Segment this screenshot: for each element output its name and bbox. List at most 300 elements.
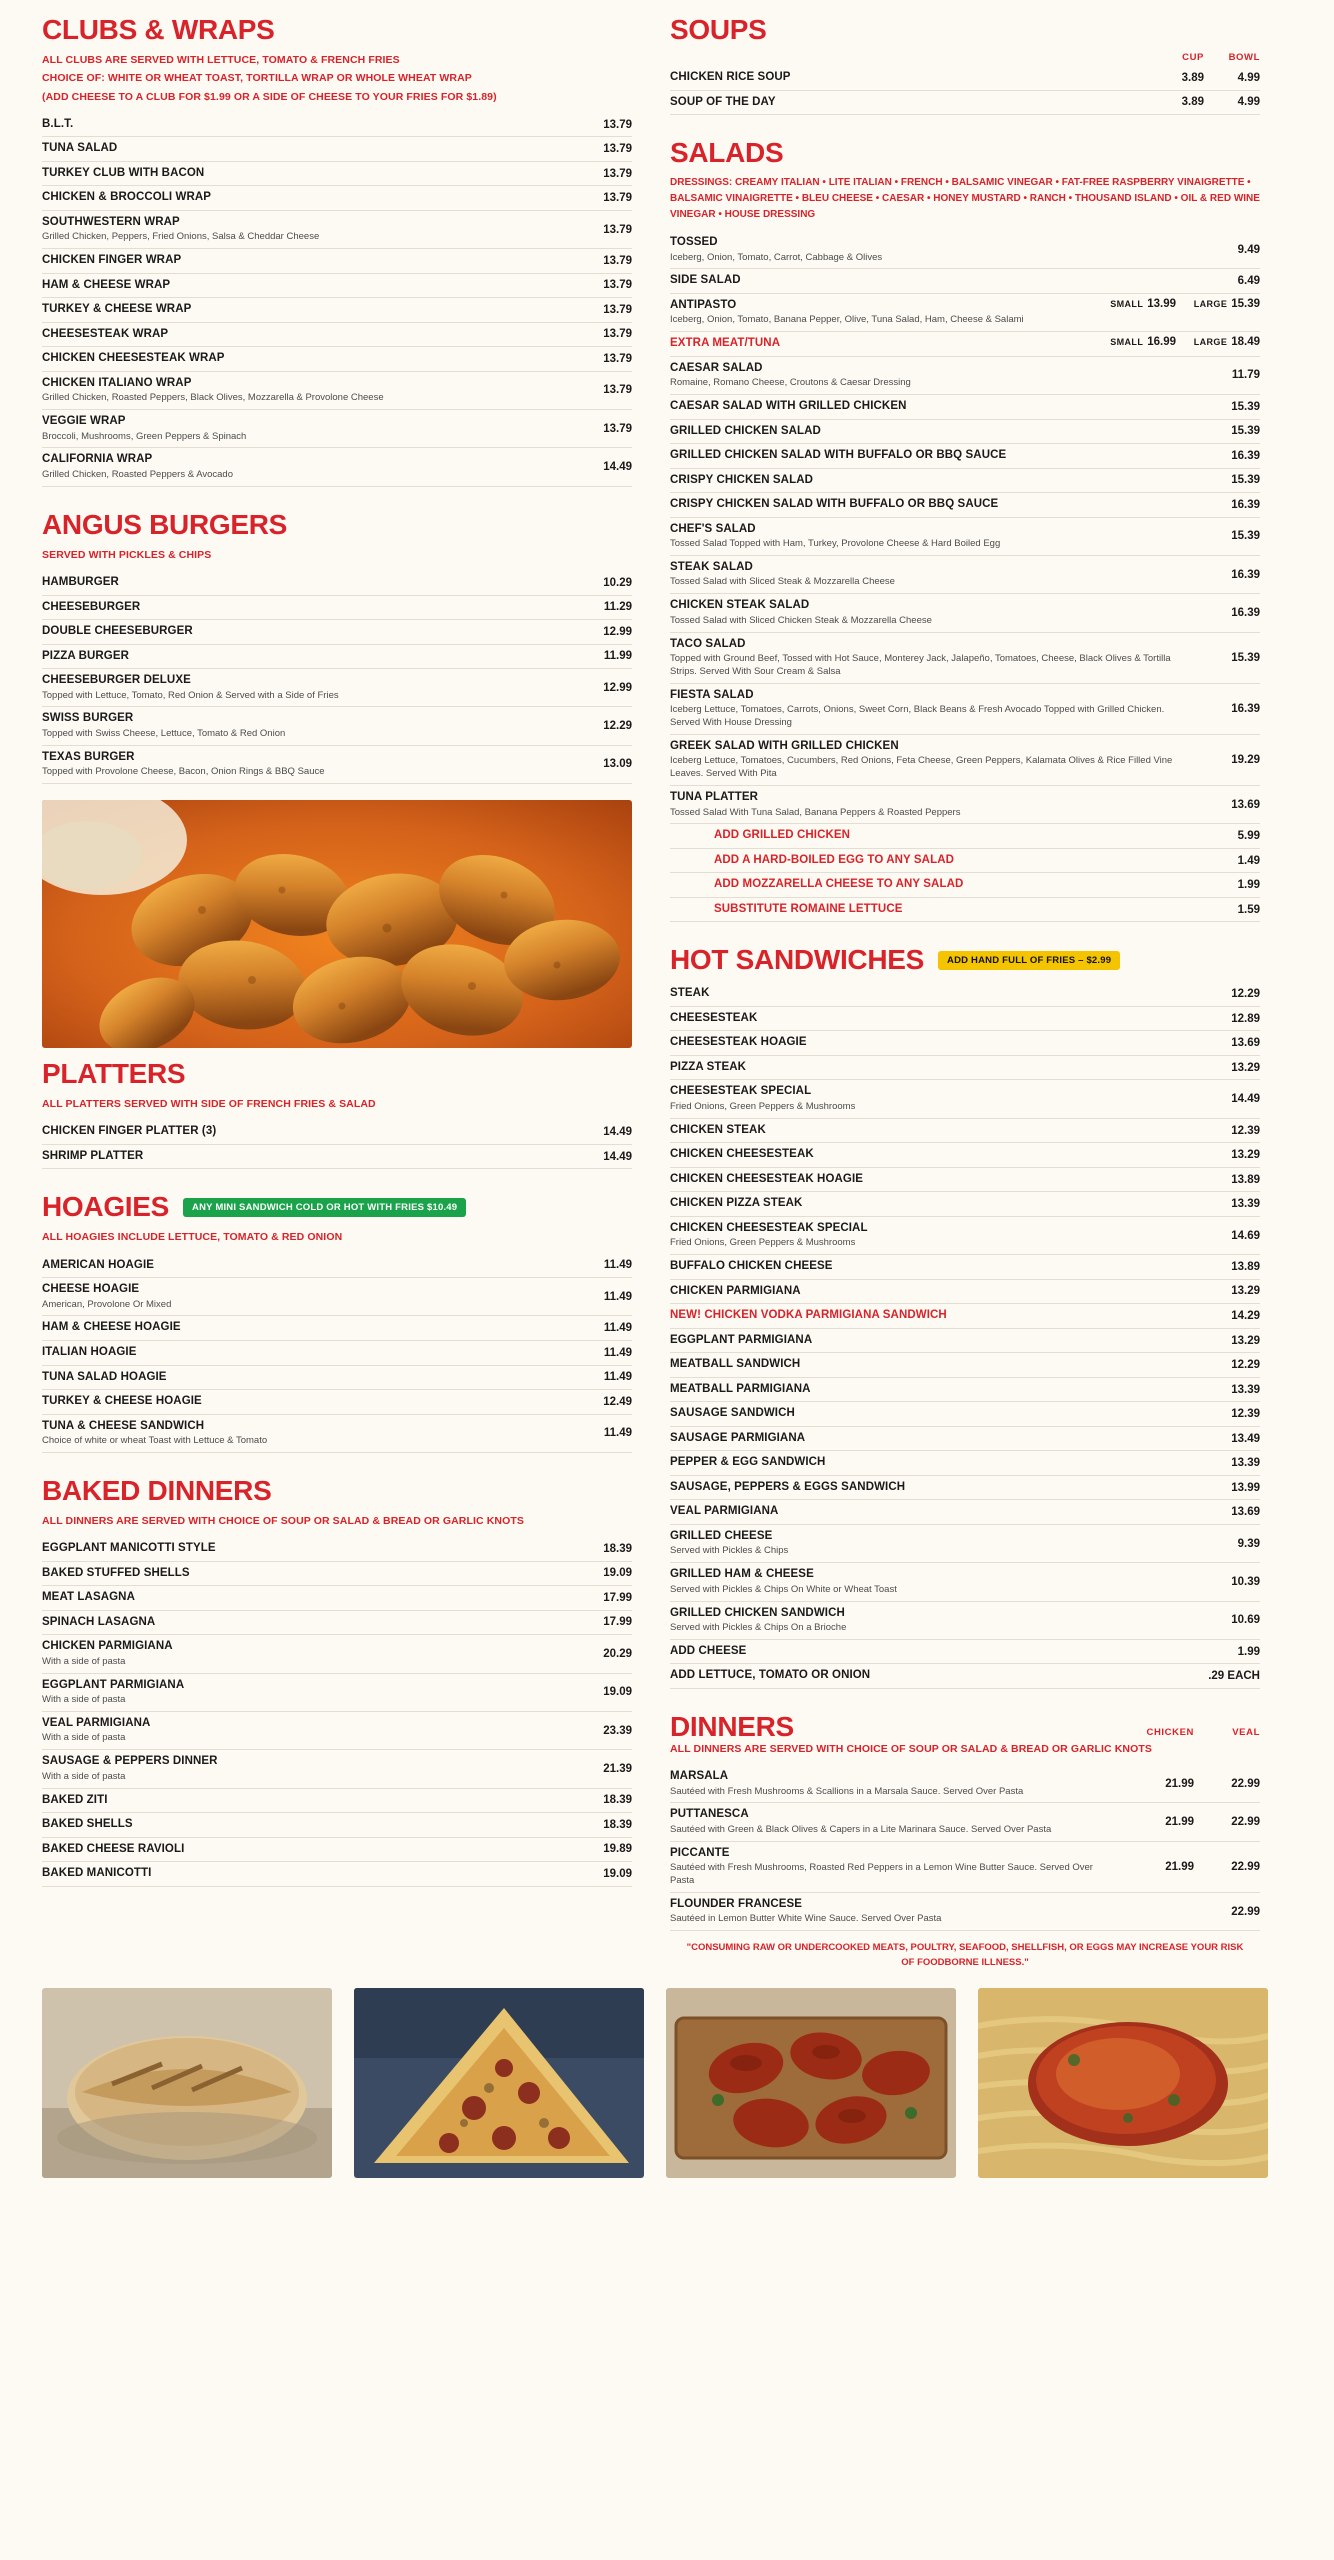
section-title-platters: PLATTERS (42, 1058, 186, 1090)
clubs-note-3: (ADD CHEESE TO A CLUB FOR $1.99 OR A SIDE OF CHEESE TO YOUR FRIES FOR $1.89) (42, 90, 497, 103)
list-item[interactable] (670, 735, 1260, 786)
item-name: ADD CHEESE (670, 1644, 747, 1657)
list-item[interactable] (670, 66, 1260, 91)
item-description: Topped with Lettuce, Tomato, Red Onion & Served with a Side of Fries (42, 689, 339, 701)
item-name: GRILLED CHICKEN SANDWICH (670, 1606, 845, 1619)
list-item[interactable] (42, 323, 632, 348)
list-item[interactable] (670, 1664, 1260, 1689)
soups-item-list (670, 66, 1260, 115)
item-description: Iceberg Lettuce, Tomatoes, Cucumbers, Red Onions, Feta Cheese, Green Peppers, Kalamata Olives & Rice Filled Vine Leaves. Served With Pita (670, 755, 1173, 780)
item-price-chicken: 21.99 (1165, 1860, 1194, 1873)
item-price-veal: 22.99 (1231, 1860, 1260, 1873)
list-item[interactable] (42, 596, 632, 621)
item-price: 19.09 (603, 1686, 632, 1699)
item-name: CHEESESTEAK SPECIAL (670, 1085, 812, 1098)
item-name: CRISPY CHICKEN SALAD (670, 473, 813, 486)
item-price: .29 EACH (1208, 1670, 1260, 1683)
item-name: CHICKEN & BROCCOLI WRAP (42, 191, 212, 204)
item-name: CALIFORNIA WRAP (42, 453, 153, 466)
pizza-slice-photo (354, 1988, 644, 2178)
item-name: TURKEY & CHEESE HOAGIE (42, 1395, 202, 1408)
item-price: 11.49 (603, 1427, 632, 1440)
list-item[interactable] (42, 162, 632, 187)
list-item[interactable] (42, 1537, 632, 1562)
list-item[interactable] (670, 594, 1260, 632)
item-price: 12.29 (1231, 1359, 1260, 1372)
item-price: 13.89 (1231, 1260, 1260, 1273)
item-description: Tossed Salad With Tuna Salad, Banana Peppers & Roasted Peppers (670, 806, 961, 818)
item-price: 11.49 (603, 1259, 632, 1272)
item-price: 17.99 (603, 1616, 632, 1629)
soups-col-cup: CUP (1182, 52, 1204, 63)
list-item[interactable] (670, 420, 1260, 445)
item-price: 23.39 (603, 1724, 632, 1737)
item-price: 13.29 (1231, 1334, 1260, 1347)
item-price: 18.39 (603, 1794, 632, 1807)
item-name: CHICKEN FINGER PLATTER (3) (42, 1125, 217, 1138)
list-item[interactable] (42, 1712, 632, 1750)
item-description: Topped with Provolone Cheese, Bacon, Onion Rings & BBQ Sauce (42, 766, 325, 778)
list-item[interactable] (670, 1842, 1260, 1893)
dinners-note: ALL DINNERS ARE SERVED WITH CHOICE OF SOUP OR SALAD & BREAD OR GARLIC KNOTS (670, 1742, 1152, 1755)
list-item[interactable] (42, 1635, 632, 1673)
item-price: 21.39 (603, 1762, 632, 1775)
item-name: CHICKEN CHEESESTEAK (670, 1148, 814, 1161)
item-price: 13.79 (603, 422, 632, 435)
list-item[interactable] (670, 231, 1260, 269)
item-description: Grilled Chicken, Roasted Peppers, Black Olives, Mozzarella & Provolone Cheese (42, 392, 384, 404)
dinners-col-veal: VEAL (1232, 1726, 1260, 1738)
item-description: Topped with Ground Beef, Tossed with Hot Sauce, Monterey Jack, Jalapeño, Tomatoes, Cheese, Black Olives & Tortilla Strips. Served With Sour Cream & Salsa (670, 653, 1171, 677)
list-item[interactable] (670, 1476, 1260, 1501)
list-item[interactable] (670, 1893, 1260, 1931)
list-item[interactable] (670, 898, 1260, 923)
item-name: ADD A HARD-BOILED EGG TO ANY SALAD (714, 853, 955, 866)
baked-item-list (42, 1537, 632, 1886)
item-price: 12.39 (1231, 1124, 1260, 1137)
list-item[interactable] (42, 1813, 632, 1838)
list-item[interactable] (670, 1031, 1260, 1056)
list-item[interactable] (42, 1750, 632, 1788)
list-item[interactable] (670, 1602, 1260, 1640)
item-name: CHEESESTEAK WRAP (42, 327, 169, 340)
soups-column-headers (670, 52, 1260, 66)
item-price: 12.29 (1231, 988, 1260, 1001)
item-name: TACO SALAD (670, 637, 746, 650)
section-title-salads: SALADS (670, 137, 784, 169)
item-price: 13.79 (603, 192, 632, 205)
item-name: CAESAR SALAD WITH GRILLED CHICKEN (670, 400, 907, 413)
item-price: 12.29 (603, 720, 632, 733)
list-item[interactable] (670, 1192, 1260, 1217)
size-label-small: SMALL (1110, 298, 1144, 309)
list-item[interactable] (42, 410, 632, 448)
bbq-wings-board-photo (666, 1988, 956, 2178)
list-item[interactable] (42, 186, 632, 211)
item-price: 17.99 (603, 1591, 632, 1604)
dinners-col-chicken: CHICKEN (1146, 1726, 1194, 1738)
item-description: Sautéed with Fresh Mushrooms & Scallions in a Marsala Sauce. Served Over Pasta (670, 1785, 1024, 1797)
item-description: Served with Pickles & Chips On a Brioche (670, 1622, 847, 1634)
list-item[interactable] (670, 1765, 1260, 1803)
item-price-veal: 22.99 (1231, 1816, 1260, 1829)
item-name: VEAL PARMIGIANA (42, 1716, 151, 1729)
item-name: CAESAR SALAD (670, 361, 763, 374)
item-name: MARSALA (670, 1770, 729, 1783)
item-name: CHEESE HOAGIE (42, 1283, 140, 1296)
item-description: Topped with Swiss Cheese, Lettuce, Tomato & Red Onion (42, 727, 286, 739)
hoagies-header (42, 1191, 632, 1223)
list-item[interactable] (42, 1316, 632, 1341)
baked-note: ALL DINNERS ARE SERVED WITH CHOICE OF SOUP OR SALAD & BREAD OR GARLIC KNOTS (42, 1514, 524, 1527)
item-name: GRILLED CHICKEN SALAD WITH BUFFALO OR BBQ SAUCE (670, 449, 1007, 462)
list-item[interactable] (670, 1168, 1260, 1193)
item-price: 16.39 (1231, 606, 1260, 619)
list-item[interactable] (670, 493, 1260, 518)
list-item[interactable] (670, 1007, 1260, 1032)
item-description: With a side of pasta (42, 1770, 126, 1782)
item-price: 1.99 (1237, 1645, 1260, 1658)
item-name: EXTRA MEAT/TUNA (670, 337, 781, 350)
item-description: With a side of pasta (42, 1655, 126, 1667)
list-item[interactable] (670, 873, 1260, 898)
hoagies-item-list (42, 1254, 632, 1453)
item-name: BAKED STUFFED SHELLS (42, 1566, 190, 1579)
item-name: CHEESEBURGER DELUXE (42, 674, 191, 687)
item-name: STEAK SALAD (670, 560, 753, 573)
item-name: SAUSAGE SANDWICH (670, 1407, 795, 1420)
item-description: Choice of white or wheat Toast with Lettuce & Tomato (42, 1435, 268, 1447)
list-item[interactable] (42, 1611, 632, 1636)
list-item[interactable] (670, 1329, 1260, 1354)
item-description: Iceberg, Onion, Tomato, Banana Pepper, Olive, Tuna Salad, Ham, Cheese & Salami (670, 314, 1024, 326)
list-item[interactable] (42, 1341, 632, 1366)
mini-sandwich-badge: ANY MINI SANDWICH COLD OR HOT WITH FRIES $10.49 (183, 1198, 466, 1217)
list-item[interactable] (42, 274, 632, 299)
right-column (670, 14, 1260, 1970)
item-price-veal: 22.99 (1231, 1777, 1260, 1790)
item-name: SWISS BURGER (42, 712, 134, 725)
item-description: Tossed Salad with Sliced Steak & Mozzarella Cheese (670, 576, 895, 588)
list-item[interactable] (42, 1120, 632, 1145)
list-item[interactable] (670, 1525, 1260, 1563)
list-item[interactable] (670, 633, 1260, 684)
burgers-note: SERVED WITH PICKLES & CHIPS (42, 548, 212, 561)
list-item[interactable] (670, 1255, 1260, 1280)
item-name: SOUP OF THE DAY (670, 95, 776, 108)
list-item[interactable] (42, 746, 632, 784)
list-item[interactable] (670, 444, 1260, 469)
list-item[interactable] (42, 372, 632, 410)
item-price: 11.49 (603, 1371, 632, 1384)
item-description: Tossed Salad Topped with Ham, Turkey, Provolone Cheese & Hard Boiled Egg (670, 538, 1001, 550)
item-price: 13.79 (603, 143, 632, 156)
item-price: 13.49 (1231, 1432, 1260, 1445)
list-item[interactable] (670, 1119, 1260, 1144)
item-name: AMERICAN HOAGIE (42, 1258, 155, 1271)
chicken-parm-pasta-photo (978, 1988, 1268, 2178)
item-description: Iceberg, Onion, Tomato, Carrot, Cabbage & Olives (670, 251, 883, 263)
item-price: 13.79 (603, 223, 632, 236)
hot-sandwiches-header (670, 944, 1260, 976)
item-name: ANTIPASTO (670, 298, 737, 311)
list-item[interactable] (670, 1143, 1260, 1168)
list-item[interactable] (42, 1789, 632, 1814)
platters-note: ALL PLATTERS SERVED WITH SIDE OF FRENCH FRIES & SALAD (42, 1098, 376, 1111)
item-price: 19.09 (603, 1867, 632, 1880)
item-price: 14.49 (603, 1126, 632, 1139)
item-description: Grilled Chicken, Peppers, Fried Onions, Salsa & Cheddar Cheese (42, 231, 320, 243)
item-name: ITALIAN HOAGIE (42, 1345, 137, 1358)
item-price: 12.49 (603, 1395, 632, 1408)
item-price: 12.89 (1231, 1012, 1260, 1025)
item-price: 1.99 (1237, 879, 1260, 892)
item-name: BUFFALO CHICKEN CHEESE (670, 1260, 833, 1273)
list-item[interactable] (670, 1056, 1260, 1081)
item-price: 16.39 (1231, 702, 1260, 715)
list-item[interactable] (670, 786, 1260, 824)
item-price: 11.29 (603, 601, 632, 614)
item-price: 13.79 (603, 303, 632, 316)
section-title-dinners: DINNERS (670, 1710, 794, 1742)
item-name: CHEESEBURGER (42, 600, 141, 613)
size-label-small: SMALL (1110, 337, 1144, 348)
item-name: EGGPLANT PARMIGIANA (42, 1678, 185, 1691)
item-name: PICCANTE (670, 1846, 730, 1859)
list-item[interactable] (670, 1451, 1260, 1476)
item-price-cup: 3.89 (1181, 71, 1204, 84)
item-name: TOSSED (670, 236, 718, 249)
list-item[interactable] (670, 1402, 1260, 1427)
item-name: VEGGIE WRAP (42, 415, 126, 428)
item-price: 13.79 (603, 279, 632, 292)
dinners-item-list (670, 1765, 1260, 1931)
list-item[interactable] (670, 556, 1260, 594)
item-price: 13.79 (603, 328, 632, 341)
item-name: SIDE SALAD (670, 274, 741, 287)
list-item[interactable] (670, 91, 1260, 116)
list-item[interactable] (42, 1415, 632, 1453)
list-item[interactable] (670, 1803, 1260, 1841)
list-item[interactable] (42, 1838, 632, 1863)
item-price: 11.99 (603, 650, 632, 663)
list-item[interactable] (670, 1353, 1260, 1378)
item-name: VEAL PARMIGIANA (670, 1505, 779, 1518)
list-item[interactable] (670, 395, 1260, 420)
list-item[interactable] (42, 249, 632, 274)
item-name: SAUSAGE, PEPPERS & EGGS SANDWICH (670, 1480, 906, 1493)
item-price: 13.79 (603, 118, 632, 131)
item-price-bowl: 4.99 (1237, 96, 1260, 109)
item-price: 13.29 (1231, 1285, 1260, 1298)
item-price: 11.49 (603, 1290, 632, 1303)
hoagies-note: ALL HOAGIES INCLUDE LETTUCE, TOMATO & RED ONION (42, 1231, 343, 1244)
item-name: CHICKEN FINGER WRAP (42, 254, 182, 267)
list-item[interactable] (42, 1674, 632, 1712)
item-price-chicken: 21.99 (1165, 1777, 1194, 1790)
item-name: GRILLED HAM & CHEESE (670, 1568, 814, 1581)
item-name: PUTTANESCA (670, 1808, 749, 1821)
item-price: 16.39 (1231, 449, 1260, 462)
salads-item-list (670, 231, 1260, 922)
hot-sandwiches-item-list (670, 982, 1260, 1688)
item-price: 5.99 (1237, 830, 1260, 843)
list-item[interactable] (42, 347, 632, 372)
item-description: Served with Pickles & Chips On White or Wheat Toast (670, 1583, 897, 1595)
list-item[interactable] (670, 357, 1260, 395)
item-name: HAMBURGER (42, 576, 119, 589)
list-item[interactable] (42, 1586, 632, 1611)
list-item[interactable] (670, 332, 1260, 357)
list-item[interactable] (42, 1366, 632, 1391)
list-item[interactable] (670, 982, 1260, 1007)
item-price: 16.39 (1231, 498, 1260, 511)
item-price: 15.39 (1231, 425, 1260, 438)
item-price: 19.89 (603, 1843, 632, 1856)
list-item[interactable] (670, 849, 1260, 874)
item-name: CHICKEN PARMIGIANA (42, 1640, 173, 1653)
item-name: PIZZA STEAK (670, 1060, 747, 1073)
item-name: STEAK (670, 987, 710, 1000)
item-name: MEAT LASAGNA (42, 1591, 135, 1604)
item-price: 12.99 (603, 681, 632, 694)
list-item[interactable] (670, 1427, 1260, 1452)
item-price: 13.29 (1231, 1149, 1260, 1162)
list-item[interactable] (42, 1562, 632, 1587)
left-column (42, 14, 632, 1970)
item-price: 15.39 (1231, 400, 1260, 413)
list-item[interactable] (670, 1500, 1260, 1525)
item-name: FLOUNDER FRANCESE (670, 1897, 803, 1910)
list-item[interactable] (42, 645, 632, 670)
list-item[interactable] (670, 1640, 1260, 1665)
list-item[interactable] (670, 1080, 1260, 1118)
bottom-photo-strip (0, 1970, 1334, 2204)
list-item[interactable] (42, 1278, 632, 1316)
item-name: ADD LETTUCE, TOMATO OR ONION (670, 1669, 871, 1682)
item-price: 9.49 (1237, 243, 1260, 256)
item-price-small: 13.99 (1147, 297, 1176, 310)
item-name: SPINACH LASAGNA (42, 1615, 156, 1628)
list-item[interactable] (670, 684, 1260, 735)
item-name: SAUSAGE PARMIGIANA (670, 1431, 806, 1444)
list-item[interactable] (42, 1862, 632, 1887)
item-price: 13.79 (603, 353, 632, 365)
list-item[interactable] (670, 1378, 1260, 1403)
item-price: 10.69 (1231, 1614, 1260, 1627)
item-name: CHICKEN CHEESESTEAK WRAP (42, 352, 225, 365)
list-item[interactable] (42, 1254, 632, 1279)
list-item[interactable] (42, 669, 632, 707)
list-item[interactable] (42, 571, 632, 596)
list-item[interactable] (670, 1280, 1260, 1305)
item-price: 14.69 (1231, 1229, 1260, 1242)
list-item[interactable] (670, 469, 1260, 494)
item-price: 11.49 (603, 1346, 632, 1359)
item-description: Tossed Salad with Sliced Chicken Steak & Mozzarella Cheese (670, 614, 932, 626)
item-name: BAKED CHEESE RAVIOLI (42, 1842, 185, 1855)
item-name: CHICKEN PIZZA STEAK (670, 1197, 803, 1210)
item-price: 13.39 (1231, 1383, 1260, 1396)
item-name: GRILLED CHEESE (670, 1529, 773, 1542)
item-price: 13.09 (603, 758, 632, 771)
list-item[interactable] (42, 448, 632, 486)
item-name: DOUBLE CHEESEBURGER (42, 625, 193, 638)
item-price: 13.29 (1231, 1061, 1260, 1074)
clubs-note-2: CHOICE OF: WHITE OR WHEAT TOAST, TORTILLA WRAP OR WHOLE WHEAT WRAP (42, 72, 472, 85)
item-name: TUNA SALAD (42, 142, 118, 155)
item-name: TUNA SALAD HOAGIE (42, 1370, 167, 1383)
fries-addon-badge: ADD HAND FULL OF FRIES – $2.99 (938, 951, 1120, 970)
item-name: CHEESESTEAK (670, 1011, 758, 1024)
list-item[interactable] (42, 707, 632, 745)
list-item[interactable] (42, 620, 632, 645)
item-price: 13.79 (603, 167, 632, 180)
item-price: 14.49 (603, 1150, 632, 1163)
item-name: CHEF'S SALAD (670, 522, 756, 535)
list-item[interactable] (670, 1563, 1260, 1601)
section-title-hoagies: HOAGIES (42, 1191, 170, 1223)
item-name: HAM & CHEESE HOAGIE (42, 1321, 181, 1334)
soups-col-bowl: BOWL (1228, 52, 1260, 63)
item-description: Grilled Chicken, Roasted Peppers & Avocado (42, 468, 233, 480)
list-item[interactable] (670, 1217, 1260, 1255)
list-item[interactable] (42, 137, 632, 162)
item-name: CHICKEN STEAK (670, 1123, 766, 1136)
item-name: TUNA & CHEESE SANDWICH (42, 1419, 205, 1432)
item-name: PEPPER & EGG SANDWICH (670, 1456, 826, 1469)
item-description: American, Provolone Or Mixed (42, 1298, 172, 1310)
item-price: 13.69 (1231, 1037, 1260, 1050)
item-name: TUNA PLATTER (670, 791, 759, 804)
item-price: 9.39 (1237, 1537, 1260, 1550)
item-price: 15.39 (1231, 474, 1260, 487)
list-item[interactable] (670, 269, 1260, 294)
item-description: With a side of pasta (42, 1694, 126, 1706)
list-item[interactable] (42, 1390, 632, 1415)
item-description: Romaine, Romano Cheese, Croutons & Caesar Dressing (670, 377, 911, 389)
list-item[interactable] (42, 211, 632, 249)
item-name: PIZZA BURGER (42, 649, 130, 662)
item-price: 15.39 (1231, 530, 1260, 543)
salad-dressings-note: DRESSINGS: CREAMY ITALIAN • LITE ITALIAN • FRENCH • BALSAMIC VINEGAR • FAT-FREE RASPBERRY VINAIGRETTE • BALSAMIC VINAIGRETTE • BLEU CHEESE • CAESAR • HONEY MUSTARD • RANCH • THOUSAND ISLAND • OIL & RED WINE VINEGAR • HOUSE DRESSING (670, 177, 1260, 221)
burgers-item-list (42, 571, 632, 784)
item-price-large: 15.39 (1231, 297, 1260, 310)
item-name: NEW! CHICKEN VODKA PARMIGIANA SANDWICH (670, 1309, 947, 1322)
item-name: CHICKEN CHEESESTEAK SPECIAL (670, 1221, 868, 1234)
item-name: HAM & CHEESE WRAP (42, 278, 171, 291)
item-price-veal: 22.99 (1231, 1905, 1260, 1918)
item-price: 16.39 (1231, 568, 1260, 581)
item-description: Iceberg Lettuce, Tomatoes, Carrots, Onions, Sweet Corn, Black Beans & Fresh Avocado Topped with Grilled Chicken. Served With House Dressing (670, 704, 1165, 729)
item-name: CHICKEN RICE SOUP (670, 71, 791, 83)
item-price: 13.79 (603, 384, 632, 397)
platters-item-list (42, 1120, 632, 1169)
list-item[interactable] (670, 518, 1260, 556)
list-item[interactable] (42, 113, 632, 138)
item-price: 19.29 (1231, 753, 1260, 766)
item-description: Fried Onions, Green Peppers & Mushrooms (670, 1237, 856, 1249)
list-item[interactable] (42, 1145, 632, 1170)
section-title-soups: SOUPS (670, 14, 767, 45)
list-item[interactable] (670, 824, 1260, 849)
list-item[interactable] (670, 1304, 1260, 1329)
item-name: ADD MOZZARELLA CHEESE TO ANY SALAD (714, 878, 964, 891)
list-item[interactable] (42, 298, 632, 323)
item-name: GRILLED CHICKEN SALAD (670, 424, 821, 437)
item-description: Fried Onions, Green Peppers & Mushrooms (670, 1101, 856, 1112)
list-item[interactable] (670, 294, 1260, 332)
